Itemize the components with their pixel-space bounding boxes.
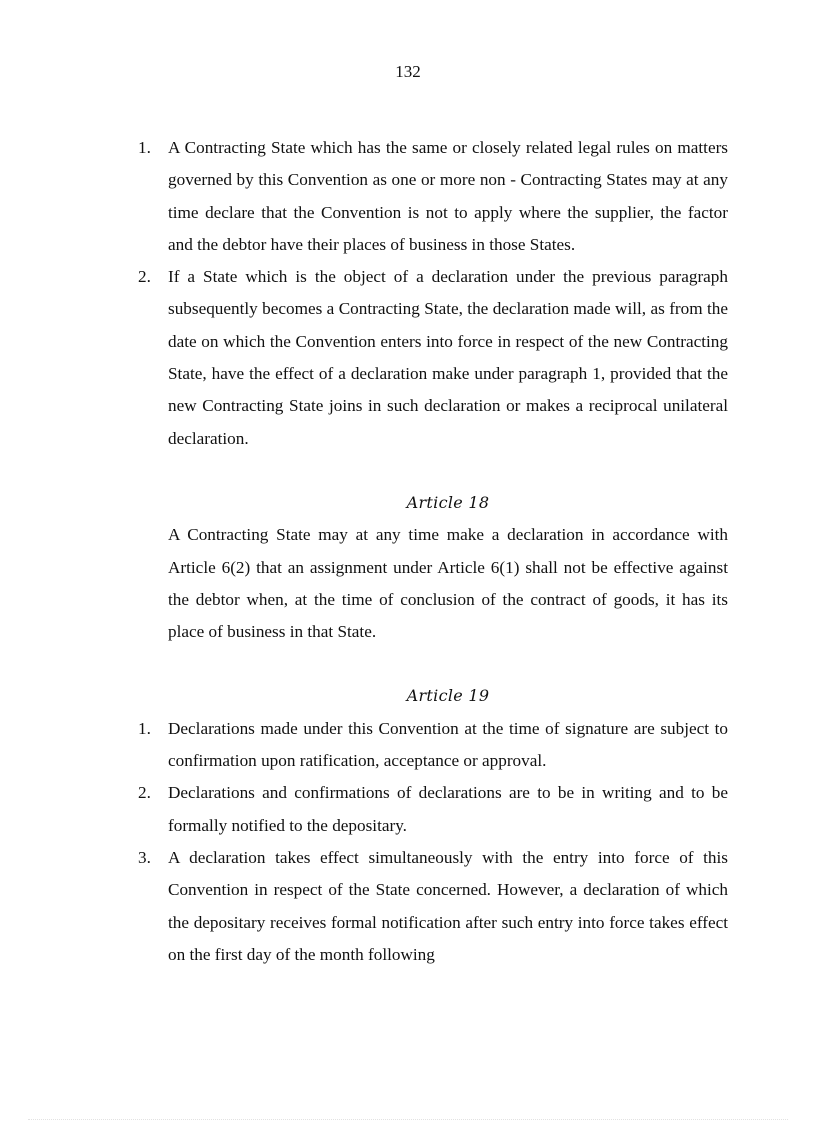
footer-divider <box>28 1119 788 1120</box>
item-number: 3. <box>138 847 151 867</box>
article-18-text: A Contracting State may at any time make a declaration in accordance with Article 6(2) that an assignment under Article 6(1) shall not be effective against the debtor when, at the time of conclusion of the contract of goods, it has its place of business in that State. <box>168 525 728 642</box>
item-number: 2. <box>138 267 151 287</box>
list-item <box>138 842 728 971</box>
article-18-heading: Article 18 <box>406 492 490 512</box>
article-19-list <box>138 713 728 971</box>
item-text: If a State which is the object of a declaration under the previous paragraph subsequently becomes a Contracting State, the declaration made will, as from the date on which the Convention enters into force in respect of the new Contracting State, have the effect of a declaration make under paragraph 1, provided that the new Contracting State joins in such declaration or makes a reciprocal unilateral declaration. <box>168 267 728 448</box>
item-number: 1. <box>138 718 151 738</box>
item-number: 2. <box>138 783 151 803</box>
article-19-heading: Article 19 <box>406 686 490 706</box>
item-text: Declarations made under this Convention at the time of signature are subject to confirmation upon ratification, acceptance or approval. <box>168 718 728 771</box>
list-item <box>138 132 728 261</box>
list-item <box>138 261 728 455</box>
item-text: A declaration takes effect simultaneously with the entry into force of this Convention in respect of the State concerned. However, a declaration of which the depositary receives formal notification after such entry into force takes effect on the first day of the month following <box>168 847 728 964</box>
paragraph-list <box>138 132 728 455</box>
page-number: 132 <box>395 62 421 81</box>
document-body <box>138 132 728 971</box>
item-text: A Contracting State which has the same or closely related legal rules on matters governed by this Convention as one or more non - Contracting States may at any time declare that the Convention is not to apply where the supplier, the factor and the debtor have their places of business in those States. <box>168 138 728 254</box>
list-item <box>138 713 728 778</box>
item-number: 1. <box>138 138 151 157</box>
item-text: Declarations and confirmations of declarations are to be in writing and to be formally notified to the depositary. <box>168 783 728 835</box>
list-item <box>138 777 728 842</box>
